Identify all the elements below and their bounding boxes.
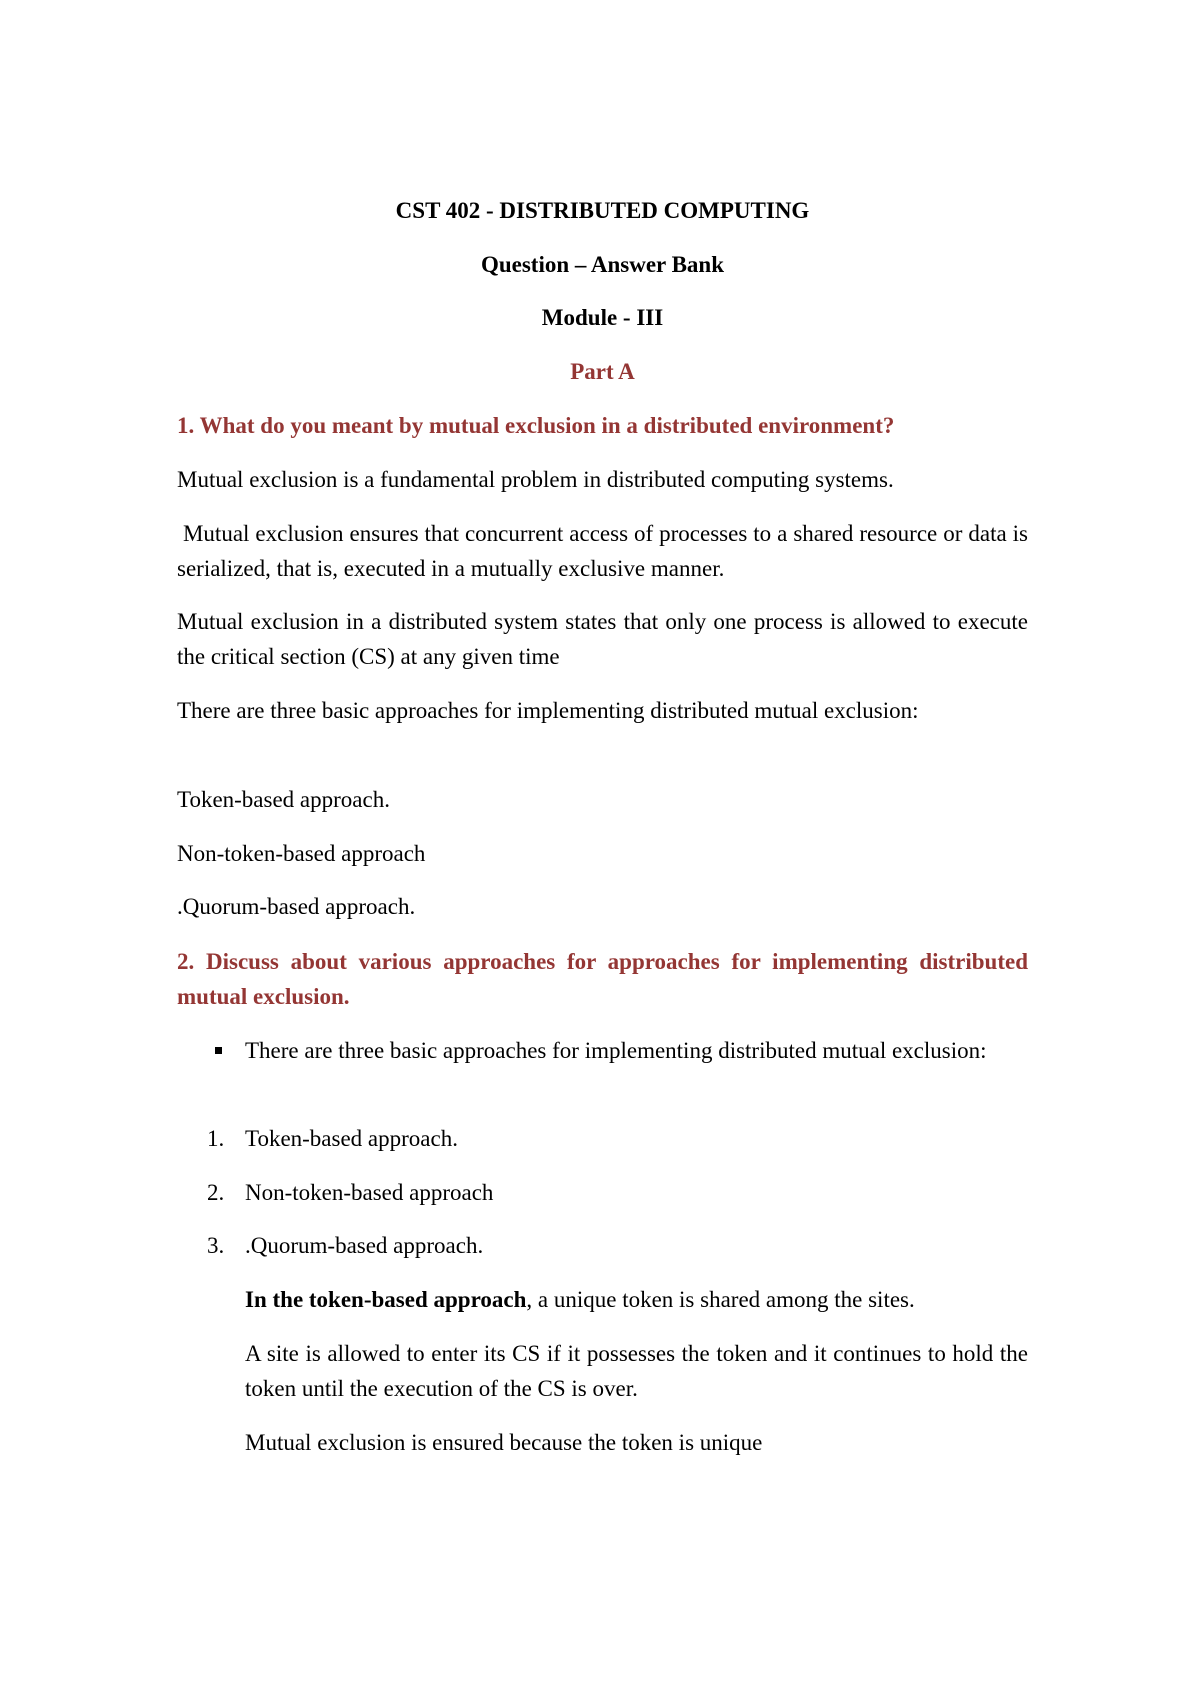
paragraph: A site is allowed to enter its CS if it possesses the token and it continues to hold the token until the execution of the CS is over. <box>245 1341 1028 1401</box>
list-text: .Quorum-based approach. <box>245 1233 484 1258</box>
list-item <box>207 1175 1028 1210</box>
paragraph: Token-based approach. <box>177 787 390 812</box>
question-1: 1. What do you meant by mutual exclusion in a distributed environment? <box>177 413 895 438</box>
list-number: 2. <box>207 1180 225 1205</box>
bullet-square-icon <box>215 1047 222 1054</box>
paragraph-rest: , a unique token is shared among the sites. <box>526 1287 915 1312</box>
document-title: CST 402 - DISTRIBUTED COMPUTING <box>395 198 810 223</box>
question-2: 2. Discuss about various approaches for approaches for implementing distributed mutual exclusion. <box>177 949 1028 1009</box>
bold-lead: In the token-based approach <box>245 1287 527 1312</box>
module-heading: Module - III <box>541 305 664 330</box>
part-heading: Part A <box>570 359 635 384</box>
paragraph <box>245 1282 1028 1317</box>
document-subtitle: Question – Answer Bank <box>480 252 725 277</box>
list-item <box>207 1228 1028 1263</box>
list-number: 1. <box>207 1126 225 1151</box>
paragraph: Mutual exclusion is a fundamental problem in distributed computing systems. <box>177 467 894 492</box>
paragraph: .Quorum-based approach. <box>177 894 416 919</box>
list-text: Token-based approach. <box>245 1126 458 1151</box>
bullet-item <box>245 1033 1028 1068</box>
bullet-text: There are three basic approaches for implementing distributed mutual exclusion: <box>245 1038 987 1063</box>
list-number: 3. <box>207 1233 225 1258</box>
list-text: Non-token-based approach <box>245 1180 494 1205</box>
paragraph: Mutual exclusion is ensured because the token is unique <box>245 1430 763 1455</box>
paragraph: Non-token-based approach <box>177 841 426 866</box>
list-item <box>207 1121 1028 1156</box>
paragraph: Mutual exclusion ensures that concurrent access of processes to a shared resource or data is serialized, that is, executed in a mutually exclusive manner. <box>177 521 1034 581</box>
paragraph: Mutual exclusion in a distributed system states that only one process is allowed to execute the critical section (CS) at any given time <box>177 609 1028 669</box>
paragraph: There are three basic approaches for implementing distributed mutual exclusion: <box>177 698 919 723</box>
